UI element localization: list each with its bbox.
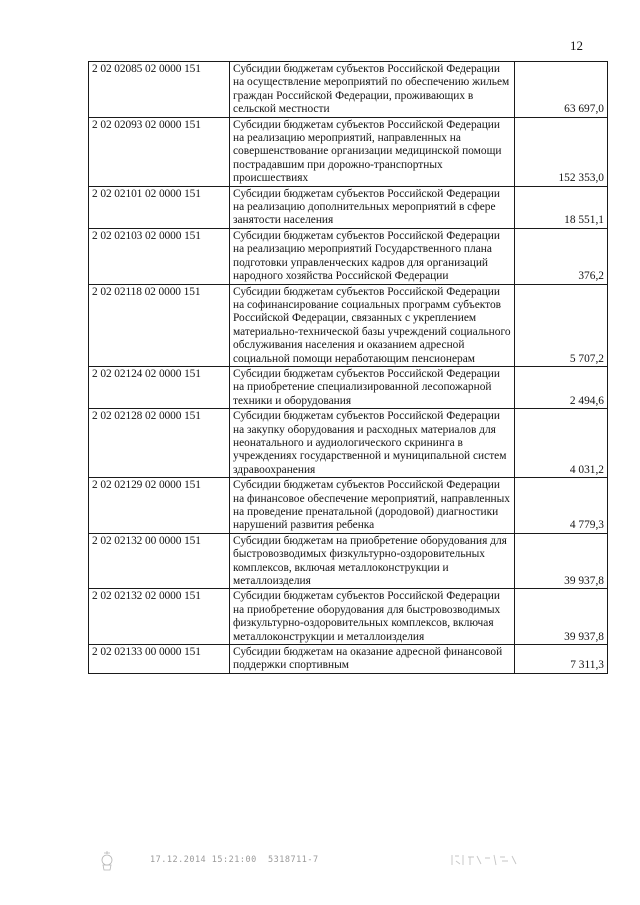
revenue-name: Субсидии бюджетам на приобретение оборудования для быстровозводимых физкультурно-оздоровительных комплексов, включая металлоконструкции и металлоизделия (230, 533, 515, 589)
table-body (89, 62, 608, 674)
budget-code: 2 02 02101 02 0000 151 (89, 186, 230, 228)
table-row (89, 533, 608, 589)
revenue-name: Субсидии бюджетам субъектов Российской Федерации на осуществление мероприятий по обеспечению жильем граждан Российской Федерации, проживающих в сельской местности (230, 62, 515, 118)
revenue-name: Субсидии бюджетам субъектов Российской Федерации на приобретение специализированной лесопожарной техники и оборудования (230, 366, 515, 408)
budget-code: 2 02 02118 02 0000 151 (89, 284, 230, 366)
amount-value: 39 937,8 (515, 589, 608, 645)
table-row (89, 645, 608, 674)
revenue-name: Субсидии бюджетам субъектов Российской Федерации на софинансирование социальных программ субъектов Российской Федерации, связанных с укреплением материально-технической базы учреждений социального обслуживания населения и оказанием адресной социальной помощи неработающим пенсионерам (230, 284, 515, 366)
revenue-name: Субсидии бюджетам субъектов Российской Федерации на закупку оборудования и расходных материалов для неонатального и аудиологического скрининга в учреждениях государственной и муниципальной систем здравоохранения (230, 409, 515, 478)
page-number: 12 (570, 38, 583, 53)
scan-crest-icon (100, 850, 114, 872)
table-row (89, 186, 608, 228)
table-row (89, 478, 608, 534)
table-row (89, 284, 608, 366)
table-row (89, 228, 608, 284)
amount-value: 18 551,1 (515, 186, 608, 228)
table-row (89, 409, 608, 478)
revenue-name: Субсидии бюджетам субъектов Российской Федерации на приобретение оборудования для быстровозводимых физкультурно-оздоровительных комплексов, включая металлоконструкции и металлоизделия (230, 589, 515, 645)
amount-value: 5 707,2 (515, 284, 608, 366)
revenue-name: Субсидии бюджетам субъектов Российской Федерации на финансовое обеспечение мероприятий, направленных на проведение пренатальной (дородовой) диагностики нарушений развития ребенка (230, 478, 515, 534)
budget-revenue-table (88, 61, 608, 674)
budget-code: 2 02 02133 00 0000 151 (89, 645, 230, 674)
amount-value: 2 494,6 (515, 366, 608, 408)
amount-value: 4 779,3 (515, 478, 608, 534)
budget-code: 2 02 02103 02 0000 151 (89, 228, 230, 284)
budget-code: 2 02 02132 02 0000 151 (89, 589, 230, 645)
table-row (89, 117, 608, 186)
revenue-name: Субсидии бюджетам субъектов Российской Федерации на реализацию мероприятий, направленных на совершенствование организации медицинской помощи пострадавшим при дорожно-транспортных происшествиях (230, 117, 515, 186)
table-row (89, 62, 608, 118)
scan-artifact-icon (450, 852, 520, 868)
footer-stamp-number: 5318711-7 (268, 855, 319, 865)
footer-stamp-date: 17.12.2014 15:21:00 (150, 855, 257, 865)
table-row (89, 589, 608, 645)
budget-code: 2 02 02085 02 0000 151 (89, 62, 230, 118)
revenue-name: Субсидии бюджетам субъектов Российской Федерации на реализацию мероприятий Государственного плана подготовки управленческих кадров для организаций народного хозяйства Российской Федерации (230, 228, 515, 284)
budget-code: 2 02 02128 02 0000 151 (89, 409, 230, 478)
budget-code: 2 02 02124 02 0000 151 (89, 366, 230, 408)
amount-value: 7 311,3 (515, 645, 608, 674)
amount-value: 376,2 (515, 228, 608, 284)
budget-code: 2 02 02093 02 0000 151 (89, 117, 230, 186)
amount-value: 4 031,2 (515, 409, 608, 478)
budget-code: 2 02 02129 02 0000 151 (89, 478, 230, 534)
amount-value: 152 353,0 (515, 117, 608, 186)
revenue-name: Субсидии бюджетам субъектов Российской Федерации на реализацию дополнительных мероприятий в сфере занятости населения (230, 186, 515, 228)
amount-value: 63 697,0 (515, 62, 608, 118)
budget-code: 2 02 02132 00 0000 151 (89, 533, 230, 589)
revenue-name: Субсидии бюджетам на оказание адресной финансовой поддержки спортивным (230, 645, 515, 674)
table-row (89, 366, 608, 408)
amount-value: 39 937,8 (515, 533, 608, 589)
